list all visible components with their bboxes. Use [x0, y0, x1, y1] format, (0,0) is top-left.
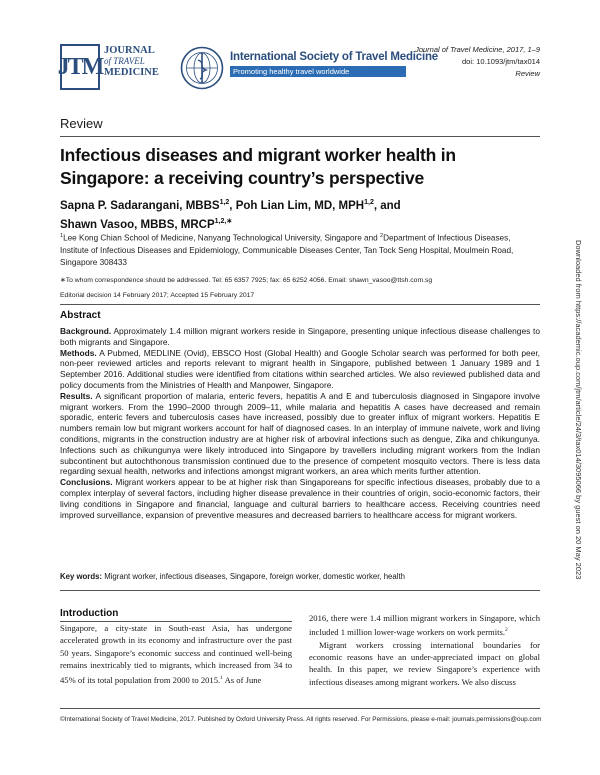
results-text: A significant proportion of malaria, enteric fevers, hepatitis A and E and tuberculosis diagnosed in Singapore involve migrant workers. From the 1990–2000 through 2009–11, while malaria and hepatitis A cases have decreased and remain sporadic, enteric fevers and tuberculosis cases have increased, possibly due to greater influx of migrant workers. Hepatitis E numbers remain low but migrant workers account for half of diagnosed cases. In an interplay of immune naivete, work and living conditions, migrants in the construction industry are at higher risk of arboviral infections such as dengue, Zika and chikungunya. Infections such as chikungunya were likely introduced into Singapore by travellers including migrant workers from the Indian subcontinent but autochthonous transmission continued due to the presence of competent mosquito vectors. There is less data regarding sexual health, networks and infections amongst migrant workers, an area which merits further attention.: [60, 390, 540, 477]
background-text: Approximately 1.4 million migrant workers reside in Singapore, presenting unique infectious disease challenges to both migrants and Singapore.: [60, 326, 540, 347]
copyright-footer: ©International Society of Travel Medicine, 2017. Published by Oxford University Press. All rights reserved. For Permissions, please e-mail: journals.permissions@oup.com: [60, 716, 542, 723]
jtm-logo-line-2: of TRAVEL: [104, 56, 145, 66]
abstract-body: [60, 326, 540, 520]
abstract-background: [60, 326, 540, 348]
istm-established: Established 1991: [364, 69, 407, 75]
intro-right-column: [309, 612, 540, 688]
jtm-logo-line-3: MEDICINE: [104, 67, 159, 78]
keywords-label: Key words:: [60, 572, 103, 581]
author-2-affil: 1,2: [364, 199, 374, 206]
citation-type: Review: [515, 69, 540, 78]
affil-2-text: Department of Infectious Diseases, Institute of Infectious Diseases and Epidemiology, Communicable Diseases Center, Tan Tock Seng Hospital, Moulmein Road, Singapore 308433: [60, 233, 514, 267]
introduction-heading: Introduction: [60, 608, 119, 619]
conclusions-text: Migrant workers appear to be at higher risk than Singaporeans for specific infectious diseases, probably due to a complex interplay of several factors, including higher disease prevalence in their countries of origin, socio-economic factors, their living conditions in Singapore and financial, language and cultural barriers to healthcare access. Receiving countries need improved surveillance, expansion of preventive measures and decreased barriers to healthcare access for migrant workers.: [60, 477, 540, 520]
affil-2-marker: 2: [380, 233, 384, 239]
intro-left-tail: As of June: [222, 674, 262, 685]
editorial-dates: Editorial decision 14 February 2017; Accepted 15 February 2017: [60, 292, 255, 299]
correspondence: ∗To whom correspondence should be addressed. Tel: 65 6357 7925; fax: 65 6252 4056. Email: shawn_vasoo@ttsh.com.sg: [60, 277, 433, 284]
article-type: Review: [60, 116, 103, 131]
affil-1-text: Lee Kong Chian School of Medicine, Nanyang Technological University, Singapore and: [63, 233, 380, 243]
methods-text: A Pubmed, MEDLINE (Ovid), EBSCO Host (Global Health) and Google Scholar search was performed for both peer, non-peer reviewed articles and reports relevant to migrant health in Singapore, published between 1 January 1989 and 1 September 2016. Additional studies were identified from citations within searched articles. We also reviewed published data and policy documents from the Ministries of Health and Manpower, Singapore.: [60, 347, 540, 390]
jtm-logo-icon: [57, 44, 103, 90]
istm-name: International Society of Travel Medicine: [230, 51, 439, 63]
intro-ref-1[interactable]: 1: [220, 674, 223, 681]
methods-label: Methods.: [60, 347, 97, 358]
affil-1-marker: 1: [60, 233, 64, 239]
article-title: Infectious diseases and migrant worker health in Singapore: a receiving country’s perspective: [60, 145, 456, 188]
istm-seal-icon: [180, 46, 224, 90]
abstract-results: [60, 391, 540, 477]
jtm-logo: [57, 44, 164, 92]
intro-right-p1: 2016, there were 1.4 million migrant workers in Singapore, which included 1 million lower-wage workers on work permits.: [309, 613, 540, 638]
author-1-affil: 1,2: [219, 199, 230, 206]
download-side-note: [573, 240, 593, 600]
abstract-top-divider: [60, 304, 540, 305]
intro-ref-2[interactable]: 2: [505, 627, 508, 634]
citation-block: [415, 44, 540, 80]
background-label: Background.: [60, 326, 112, 336]
intro-left-text: Singapore, a city-state in South-east Asia, has undergone accelerated growth in its economy and infrastructure over the past 50 years. Singapore’s economic success and continued well-being remains inextricably tied to migrants, which increased from 34 to 45% of its total population from 2000 to 2015.: [60, 623, 292, 685]
abstract-bottom-divider: [60, 590, 540, 591]
keywords-text: Migrant worker, infectious diseases, Singapore, foreign worker, domestic worker, health: [102, 572, 405, 581]
citation-doi[interactable]: doi: 10.1093/jtm/tax014: [462, 57, 540, 66]
jtm-logo-line-1: JOURNAL: [104, 45, 155, 56]
intro-left-column: [60, 622, 292, 686]
title-divider: [60, 136, 540, 137]
intro-right-p2: Migrant workers crossing international boundaries for economic reasons have an under-appreciated impact on global health. In this paper, we review Singapore’s experience with infectious diseases among migrant workers. We also discuss: [309, 639, 540, 687]
author-2[interactable]: Poh Lian Lim, MD, MPH: [235, 199, 365, 212]
abstract-conclusions: [60, 477, 540, 520]
author-1[interactable]: Sapna P. Sadarangani, MBBS: [60, 199, 220, 212]
author-3[interactable]: Shawn Vasoo, MBBS, MRCP: [60, 218, 215, 231]
results-label: Results.: [60, 390, 93, 401]
download-note-text[interactable]: Downloaded from https://academic.oup.com/jtm/article/24/3/tax014/3095066 by guest on 20 May 2023: [574, 240, 583, 580]
abstract-heading: Abstract: [60, 310, 101, 321]
istm-tagline: Promoting healthy travel worldwide: [233, 67, 350, 76]
jtm-logo-mark: JTM: [57, 53, 103, 80]
abstract-methods: [60, 348, 540, 391]
author-3-affil: 1,2,∗: [214, 217, 233, 225]
keywords: [60, 571, 540, 582]
author-list: Sapna P. Sadarangani, MBBS$^{1,2}$, Poh Lian Lim, MD, MPH$^{1,2}$, and Shawn Vasoo, MBBS, $MRCP^{1,2,∗}$: [60, 199, 401, 231]
conclusions-label: Conclusions.: [60, 477, 113, 488]
citation-journal: Journal of Travel Medicine, 2017, 1–9: [415, 45, 540, 54]
affiliations: [60, 230, 540, 269]
footer-divider: [60, 708, 540, 709]
author-and: , and: [373, 199, 401, 212]
jtm-logo-text: [104, 45, 174, 78]
